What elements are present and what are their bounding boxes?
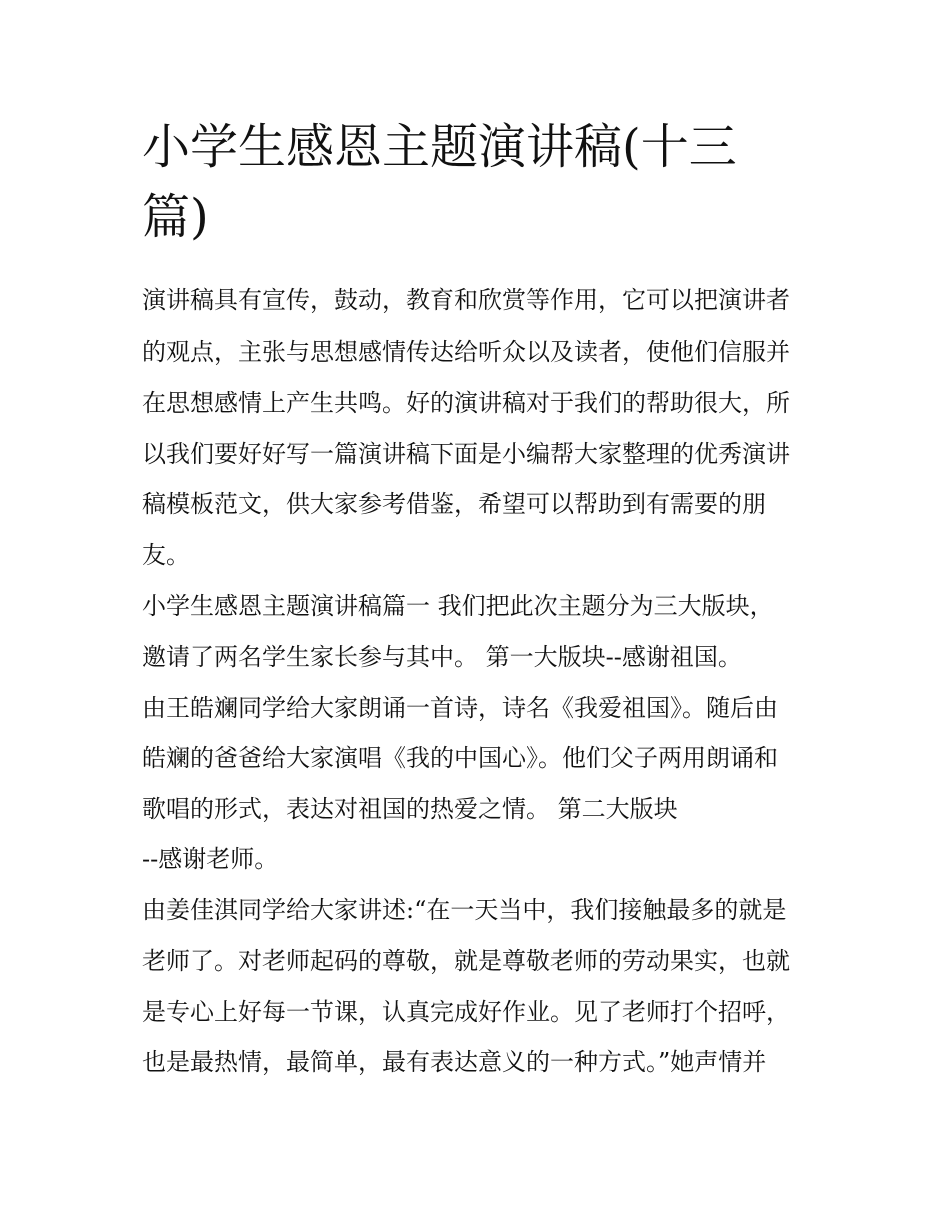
body-line: 由姜佳淇同学给大家讲述:“在一天当中，我们接触最多的就是	[142, 896, 787, 924]
body-line: 皓斓的爸爸给大家演唱《我的中国心》。他们父子两用朗诵和	[142, 744, 778, 772]
body-line: 老师了。对老师起码的尊敬，就是尊敬老师的劳动果实，也就	[142, 947, 790, 975]
body-line: 由王皓斓同学给大家朗诵一首诗，诗名《我爱祖国》。随后由	[142, 694, 778, 722]
body-line: 演讲稿具有宣传，鼓动，教育和欣赏等作用，它可以把演讲者	[142, 286, 790, 314]
body-line: 稿模板范文，供大家参考借鉴，希望可以帮助到有需要的朋	[142, 490, 766, 518]
body-line: 是专心上好每一节课，认真完成好作业。见了老师打个招呼，	[142, 998, 790, 1026]
body-line: 友。	[142, 541, 190, 569]
body-line: --感谢老师。	[142, 845, 279, 873]
body-line: 在思想感情上产生共鸣。好的演讲稿对于我们的帮助很大，所	[142, 389, 790, 417]
body-line: 歌唱的形式，表达对祖国的热爱之情。 第二大版块	[142, 795, 678, 823]
body-line: 以我们要好好写一篇演讲稿下面是小编帮大家整理的优秀演讲	[142, 440, 790, 468]
document-title: 小学生感恩主题演讲稿(十三 篇)	[142, 119, 737, 245]
body-line: 邀请了两名学生家长参与其中。 第一大版块--感谢祖国。	[142, 643, 742, 671]
body-line: 也是最热情，最简单，最有表达意义的一种方式。”她声情并	[142, 1048, 767, 1076]
body-line: 小学生感恩主题演讲稿篇一 我们把此次主题分为三大版块，	[142, 592, 774, 620]
body-line: 的观点，主张与思想感情传达给听众以及读者，使他们信服并	[142, 338, 790, 366]
